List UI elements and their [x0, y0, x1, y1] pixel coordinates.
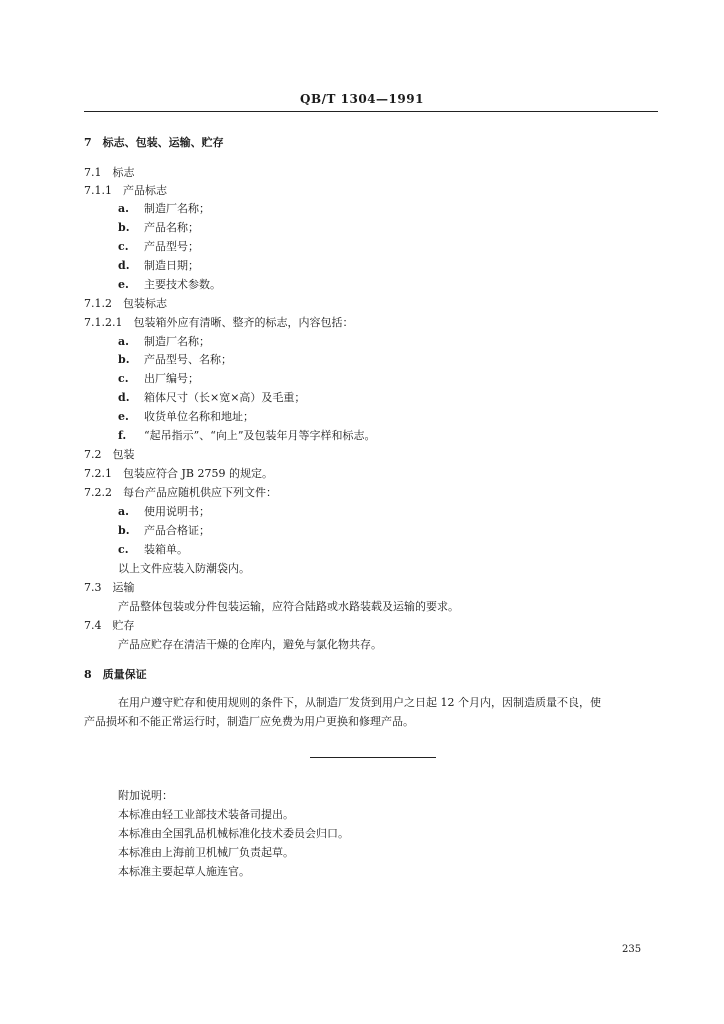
list-mark: c.: [118, 372, 129, 385]
list-item: [118, 202, 210, 215]
list-item: [118, 543, 188, 556]
list-text: 出厂编号；: [144, 372, 199, 385]
list-text: “起吊指示”、“向上”及包装年月等字样和标志。: [144, 429, 376, 442]
list-item: [118, 259, 199, 272]
list-text: 箱体尺寸（长×宽×高）及毛重；: [144, 391, 306, 404]
list-mark: a.: [118, 335, 129, 348]
list-text: 产品型号、名称；: [144, 353, 232, 366]
section-7-1-2: 7.1.2 包装标志: [84, 297, 167, 310]
section-7-title: 7 标志、包装、运输、贮存: [84, 136, 224, 149]
paragraph: 产品应贮存在清洁干燥的仓库内，避免与氯化物共存。: [118, 638, 382, 651]
section-7-3: 7.3 运输: [84, 581, 135, 594]
list-text: 产品型号；: [144, 240, 199, 253]
list-text: 产品名称；: [144, 221, 199, 234]
list-mark: c.: [118, 240, 129, 253]
list-mark: a.: [118, 505, 129, 518]
list-text: 制造日期；: [144, 259, 199, 272]
list-item: [118, 410, 254, 423]
section-7-1-1: 7.1.1 产品标志: [84, 184, 167, 197]
list-mark: a.: [118, 202, 129, 215]
separator-rule: [310, 757, 436, 758]
appendix-line: 本标准由全国乳品机械标准化技术委员会归口。: [118, 827, 349, 840]
list-item: [118, 505, 210, 518]
section-7-4: 7.4 贮存: [84, 619, 135, 632]
list-mark: b.: [118, 353, 130, 366]
appendix-line: 本标准由上海前卫机械厂负责起草。: [118, 846, 294, 859]
section-8-title: 8 质量保证: [84, 668, 147, 681]
list-mark: b.: [118, 221, 130, 234]
paragraph: 产品整体包装或分件包装运输，应符合陆路或水路装载及运输的要求。: [118, 600, 459, 613]
list-text: 收货单位名称和地址；: [144, 410, 254, 423]
list-item: [118, 278, 221, 291]
list-item: [118, 353, 232, 366]
list-mark: f.: [118, 429, 127, 442]
list-mark: d.: [118, 259, 130, 272]
header-rule: [84, 111, 658, 112]
list-text: 装箱单。: [144, 543, 188, 556]
section-7-2-1: 7.2.1 包装应符合 JB 2759 的规定。: [84, 467, 273, 480]
list-item: [118, 335, 210, 348]
list-item: [118, 221, 199, 234]
list-text: 制造厂名称；: [144, 202, 210, 215]
list-item: [118, 391, 305, 404]
list-item: [118, 524, 210, 537]
paragraph-line: 在用户遵守贮存和使用规则的条件下，从制造厂发货到用户之日起 12 个月内，因制造质量不良，使: [118, 696, 601, 709]
list-text: 使用说明书；: [144, 505, 210, 518]
paragraph-line: 产品损坏和不能正常运行时，制造厂应免费为用户更换和修理产品。: [84, 715, 414, 728]
list-item: [118, 372, 199, 385]
appendix-line: 本标准由轻工业部技术装备司提出。: [118, 808, 294, 821]
section-7-2-2: 7.2.2 每台产品应随机供应下列文件：: [84, 486, 277, 499]
list-mark: e.: [118, 410, 129, 423]
list-text: 制造厂名称；: [144, 335, 210, 348]
section-7-1: 7.1 标志: [84, 166, 135, 179]
paragraph: 以上文件应装入防潮袋内。: [118, 562, 250, 575]
list-mark: d.: [118, 391, 130, 404]
standard-code-header: QB/T 1304—1991: [300, 92, 424, 106]
list-item: [118, 240, 199, 253]
appendix-line: 本标准主要起草人施连官。: [118, 865, 250, 878]
section-7-1-2-1: 7.1.2.1 包装箱外应有清晰、整齐的标志，内容包括：: [84, 316, 354, 329]
section-7-2: 7.2 包装: [84, 448, 135, 461]
appendix-title: 附加说明：: [118, 789, 173, 802]
list-mark: c.: [118, 543, 129, 556]
list-mark: e.: [118, 278, 129, 291]
page-number: 235: [622, 944, 642, 955]
list-item: [118, 429, 376, 442]
list-mark: b.: [118, 524, 130, 537]
list-text: 产品合格证；: [144, 524, 210, 537]
list-text: 主要技术参数。: [144, 278, 221, 291]
